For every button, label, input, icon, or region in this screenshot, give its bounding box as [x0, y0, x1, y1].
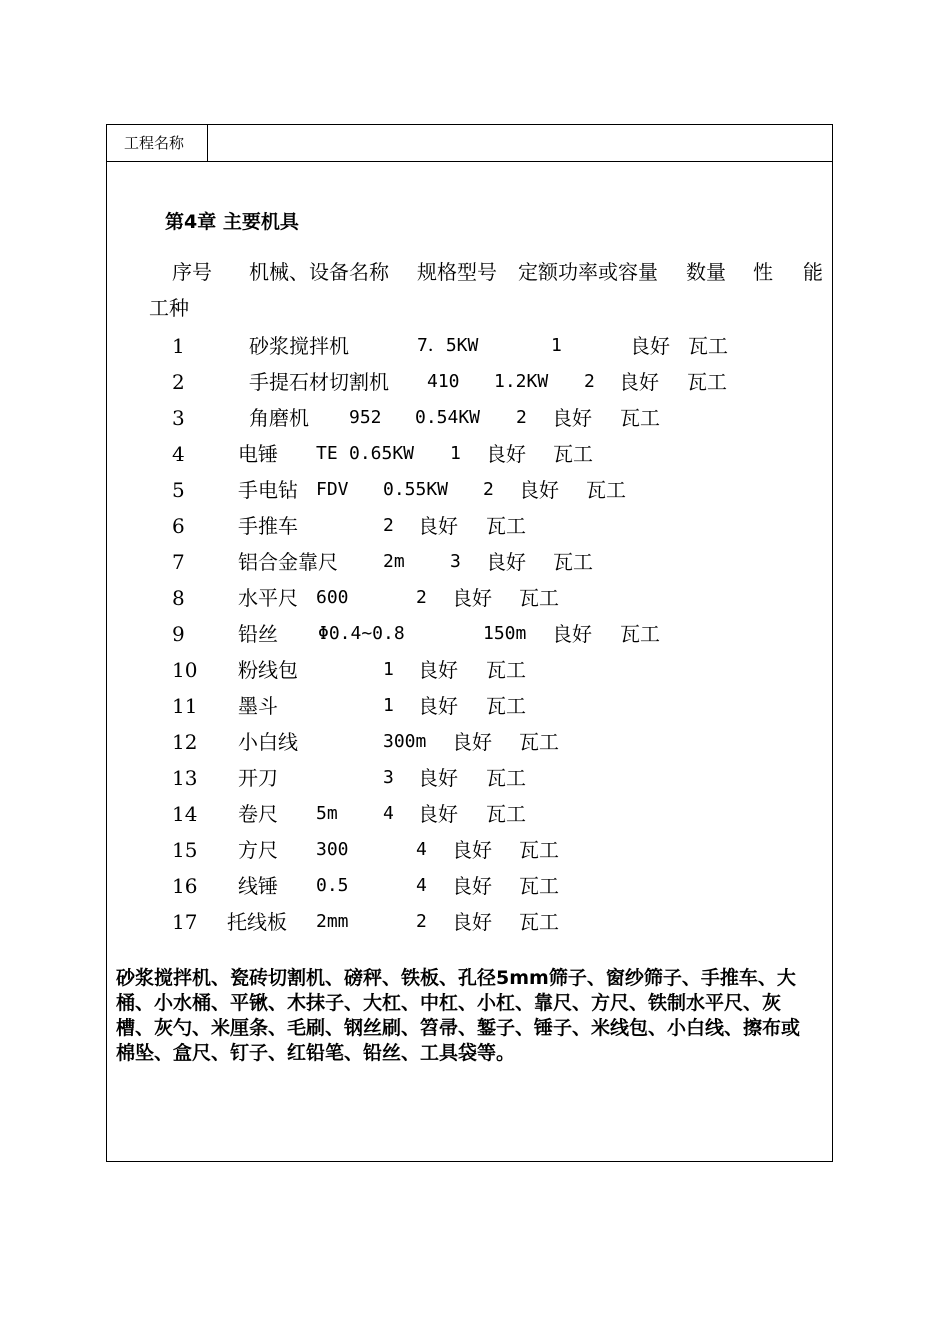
equipment-name: 电锤 — [238, 442, 278, 466]
equipment-seq: 15 — [172, 838, 198, 862]
equipment-row — [0, 764, 950, 800]
equipment-trade: 瓦工 — [519, 838, 559, 862]
equipment-qty: 3 — [383, 767, 394, 788]
equipment-perf: 良好 — [418, 802, 458, 826]
equipment-seq: 14 — [172, 802, 198, 826]
equipment-qty: 150m — [483, 623, 527, 644]
equipment-trade: 瓦工 — [486, 658, 526, 682]
equipment-row — [0, 440, 950, 476]
equipment-seq: 6 — [172, 514, 185, 538]
equipment-qty: 4 — [383, 803, 394, 824]
equipment-perf: 良好 — [452, 838, 492, 862]
equipment-row — [0, 368, 950, 404]
equipment-perf: 良好 — [452, 874, 492, 898]
equipment-perf: 良好 — [619, 370, 659, 394]
equipment-row — [0, 836, 950, 872]
equipment-spec: 300 — [316, 839, 349, 860]
equipment-perf: 良好 — [552, 406, 592, 430]
column-header-power: 定额功率或容量 — [518, 260, 658, 284]
equipment-seq: 4 — [172, 442, 185, 466]
column-header-seq: 序号 — [172, 260, 212, 284]
equipment-trade: 瓦工 — [486, 514, 526, 538]
equipment-spec: 2m — [383, 551, 405, 572]
equipment-perf: 良好 — [630, 334, 670, 358]
equipment-trade: 瓦工 — [620, 406, 660, 430]
equipment-qty: 2 — [416, 911, 427, 932]
equipment-seq: 9 — [172, 622, 185, 646]
equipment-spec: 410 — [427, 371, 460, 392]
equipment-trade: 瓦工 — [486, 694, 526, 718]
equipment-spec: 600 — [316, 587, 349, 608]
tools-paragraph: 砂浆搅拌机、瓷砖切割机、磅秤、铁板、孔径5mm筛子、窗纱筛子、手推车、大桶、小水桶、平锹、木抹子、大杠、中杠、小杠、靠尺、方尺、铁制水平尺、灰槽、灰勺、米厘条、毛刷、钢丝刷、笤帚、錾子、锤子、米线包、小白线、擦布或棉坠、盒尺、钉子、红铅笔、铅丝、工具袋等。 — [116, 967, 801, 1064]
equipment-qty: 300m — [383, 731, 427, 752]
equipment-qty: 1 — [383, 659, 394, 680]
equipment-row — [0, 584, 950, 620]
equipment-name: 手推车 — [238, 514, 298, 538]
equipment-row — [0, 800, 950, 836]
equipment-spec: 0.5 — [316, 875, 349, 896]
equipment-seq: 13 — [172, 766, 198, 790]
equipment-seq: 3 — [172, 406, 185, 430]
equipment-row — [0, 908, 950, 944]
equipment-perf: 良好 — [452, 586, 492, 610]
equipment-spec: TE — [316, 443, 338, 464]
equipment-qty: 2 — [516, 407, 527, 428]
equipment-perf: 良好 — [486, 442, 526, 466]
equipment-trade: 瓦工 — [519, 586, 559, 610]
equipment-power: 0.55KW — [383, 479, 449, 500]
equipment-name: 手提石材切割机 — [249, 370, 389, 394]
equipment-seq: 16 — [172, 874, 198, 898]
equipment-name: 线锤 — [238, 874, 278, 898]
equipment-name: 手电钻 — [238, 478, 298, 502]
equipment-name: 小白线 — [238, 730, 298, 754]
equipment-qty: 4 — [416, 875, 427, 896]
equipment-trade: 瓦工 — [553, 550, 593, 574]
equipment-trade: 瓦工 — [519, 730, 559, 754]
equipment-name: 方尺 — [238, 838, 278, 862]
equipment-qty: 1 — [551, 335, 562, 356]
equipment-row — [0, 872, 950, 908]
equipment-qty: 4 — [416, 839, 427, 860]
equipment-trade: 瓦工 — [553, 442, 593, 466]
equipment-spec: 2mm — [316, 911, 349, 932]
equipment-spec: FDV — [316, 479, 349, 500]
project-header-row — [107, 125, 832, 162]
equipment-perf: 良好 — [418, 694, 458, 718]
column-header-trade: 工种 — [149, 296, 189, 320]
equipment-qty: 3 — [450, 551, 461, 572]
equipment-name: 角磨机 — [249, 406, 309, 430]
equipment-spec: Φ0.4~0.8 — [318, 623, 405, 644]
equipment-power: 0.65KW — [349, 443, 415, 464]
equipment-spec: 5m — [316, 803, 338, 824]
equipment-seq: 2 — [172, 370, 185, 394]
equipment-row — [0, 728, 950, 764]
equipment-qty: 2 — [483, 479, 494, 500]
equipment-seq: 1 — [172, 334, 185, 358]
equipment-seq: 17 — [172, 910, 198, 934]
column-header-perf-2: 能 — [803, 260, 823, 284]
equipment-qty: 2 — [383, 515, 394, 536]
equipment-row — [0, 404, 950, 440]
equipment-spec: 952 — [349, 407, 382, 428]
equipment-seq: 7 — [172, 550, 185, 574]
column-header-perf-1: 性 — [753, 260, 773, 284]
equipment-perf: 良好 — [552, 622, 592, 646]
column-header-qty: 数量 — [686, 260, 726, 284]
equipment-perf: 良好 — [519, 478, 559, 502]
equipment-perf: 良好 — [486, 550, 526, 574]
equipment-seq: 12 — [172, 730, 198, 754]
equipment-row — [0, 548, 950, 584]
equipment-seq: 5 — [172, 478, 185, 502]
equipment-name: 粉线包 — [238, 658, 298, 682]
equipment-seq: 8 — [172, 586, 185, 610]
equipment-row — [0, 332, 950, 368]
equipment-power: 1.2KW — [494, 371, 549, 392]
equipment-row — [0, 656, 950, 692]
equipment-perf: 良好 — [418, 658, 458, 682]
equipment-name: 铅丝 — [238, 622, 278, 646]
equipment-perf: 良好 — [418, 514, 458, 538]
equipment-perf: 良好 — [452, 910, 492, 934]
equipment-trade: 瓦工 — [519, 874, 559, 898]
column-header-spec: 规格型号 — [417, 260, 497, 284]
equipment-power: 7．5KW — [417, 335, 479, 356]
chapter-title: 第4章 主要机具 — [165, 211, 299, 233]
equipment-row — [0, 512, 950, 548]
equipment-trade: 瓦工 — [486, 802, 526, 826]
equipment-seq: 11 — [172, 694, 198, 718]
equipment-qty: 2 — [416, 587, 427, 608]
equipment-qty: 1 — [383, 695, 394, 716]
equipment-trade: 瓦工 — [586, 478, 626, 502]
equipment-power: 0.54KW — [415, 407, 481, 428]
equipment-trade: 瓦工 — [688, 334, 728, 358]
equipment-trade: 瓦工 — [620, 622, 660, 646]
equipment-trade: 瓦工 — [519, 910, 559, 934]
equipment-trade: 瓦工 — [687, 370, 727, 394]
equipment-name: 铝合金靠尺 — [238, 550, 338, 574]
equipment-row — [0, 620, 950, 656]
equipment-name: 水平尺 — [238, 586, 298, 610]
equipment-row — [0, 692, 950, 728]
project-name-label: 工程名称 — [107, 125, 208, 161]
equipment-qty: 1 — [450, 443, 461, 464]
equipment-name: 卷尺 — [238, 802, 278, 826]
column-header-name: 机械、设备名称 — [249, 260, 389, 284]
equipment-trade: 瓦工 — [486, 766, 526, 790]
equipment-name: 墨斗 — [238, 694, 278, 718]
equipment-name: 托线板 — [227, 910, 287, 934]
equipment-row — [0, 476, 950, 512]
equipment-name: 砂浆搅拌机 — [249, 334, 349, 358]
equipment-name: 开刀 — [238, 766, 278, 790]
equipment-seq: 10 — [172, 658, 198, 682]
equipment-perf: 良好 — [418, 766, 458, 790]
equipment-perf: 良好 — [452, 730, 492, 754]
equipment-qty: 2 — [584, 371, 595, 392]
